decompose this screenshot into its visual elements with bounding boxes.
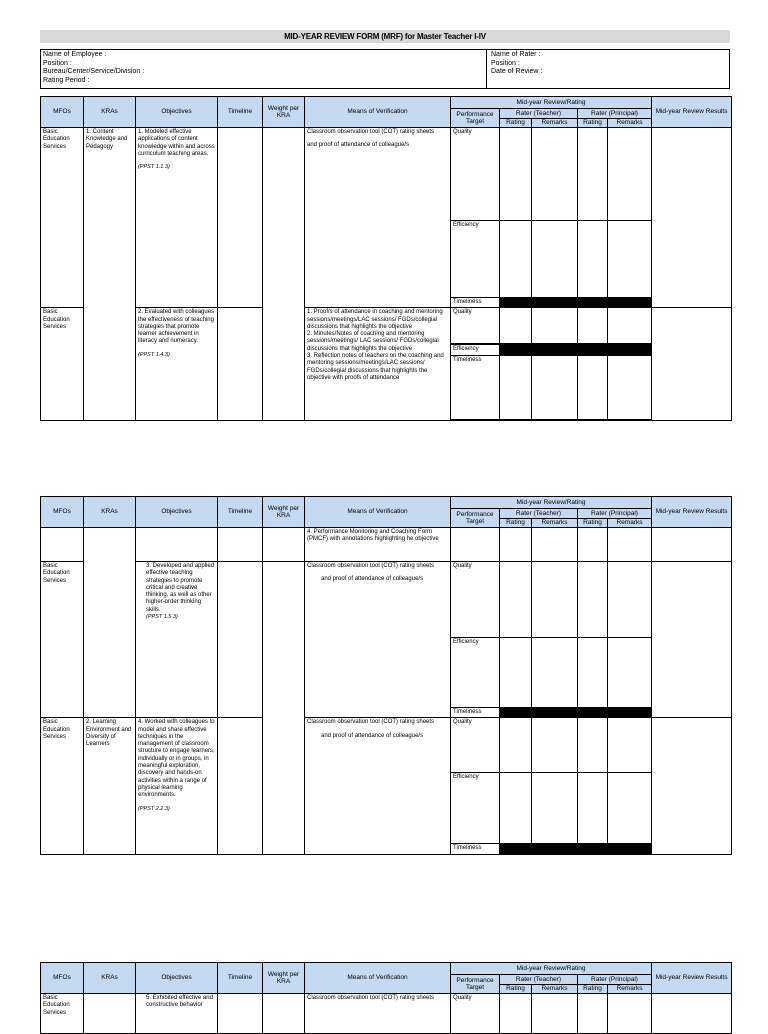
rating-cell[interactable] <box>500 638 532 708</box>
header-rating: Rating <box>578 119 608 128</box>
remarks-cell[interactable] <box>532 773 578 844</box>
objective-text: 1. Modeled effective applications of content knowledge within and across curriculum teaching areas. <box>138 129 215 157</box>
header-mfos: MFOs <box>41 97 84 128</box>
remarks-cell[interactable] <box>532 994 578 1034</box>
header-kras: KRAs <box>84 963 136 994</box>
target-timeliness: Timeliness <box>451 844 500 854</box>
mfo-cell: Basic Education Services <box>41 562 84 718</box>
blacked-out-cell <box>500 844 652 854</box>
header-target: Performance Target <box>451 109 500 128</box>
mfo-cell <box>41 528 84 562</box>
mfo-cell: Basic Education Services <box>41 128 84 308</box>
header-weight: Weight per KRA <box>263 97 305 128</box>
target-efficiency: Efficiency <box>451 221 500 298</box>
employee-name-label: Name of Employee : <box>43 51 107 58</box>
remarks-cell[interactable] <box>532 355 578 419</box>
header-objectives: Objectives <box>136 963 218 994</box>
rating-cell[interactable] <box>578 773 608 844</box>
mov-text: Classroom observation tool (COT) rating sheets <box>307 563 435 569</box>
remarks-cell[interactable] <box>532 638 578 708</box>
kra-cell <box>84 994 136 1034</box>
mov-text: and proof of attendance of colleague/s <box>321 576 424 583</box>
result-cell[interactable] <box>652 718 732 854</box>
result-cell[interactable] <box>652 528 732 562</box>
mfo-cell: Basic Education Services <box>41 994 84 1034</box>
target-quality: Quality <box>451 128 500 221</box>
target-timeliness: Timeliness <box>451 298 500 308</box>
objective-cell <box>136 994 218 1034</box>
kra-cell <box>84 528 136 718</box>
review-table-2 <box>40 496 732 855</box>
target-quality: Quality <box>451 718 500 773</box>
target-efficiency: Efficiency <box>451 345 500 355</box>
rating-cell[interactable] <box>578 994 608 1034</box>
target-quality: Quality <box>451 562 500 638</box>
mov-text: Classroom observation tool (COT) rating sheets <box>307 129 435 135</box>
remarks-cell[interactable] <box>532 528 578 562</box>
rating-cell[interactable] <box>500 528 532 562</box>
objective-cell <box>136 308 218 420</box>
remarks-cell[interactable] <box>608 528 652 562</box>
rating-cell[interactable] <box>578 128 608 221</box>
ppst-code: (PPST 1.1.3) <box>138 164 170 171</box>
rating-cell[interactable] <box>578 221 608 298</box>
remarks-cell[interactable] <box>608 308 652 344</box>
rating-cell[interactable] <box>500 221 532 298</box>
rating-cell[interactable] <box>578 308 608 344</box>
rating-cell[interactable] <box>578 718 608 773</box>
target-efficiency: Efficiency <box>451 773 500 844</box>
remarks-cell[interactable] <box>532 128 578 221</box>
timeline-cell <box>218 994 263 1034</box>
blacked-out-cell <box>500 298 652 308</box>
remarks-cell[interactable] <box>608 562 652 638</box>
rating-cell[interactable] <box>500 773 532 844</box>
header-rater-principal: Rater (Principal) <box>578 109 652 119</box>
ppst-code: (PPST 1.5.3) <box>146 614 178 621</box>
header-mov: Means of Verification <box>305 97 451 128</box>
ppst-code: (PPST 1.4.3) <box>138 351 170 358</box>
header-remarks: Remarks <box>608 119 652 128</box>
timeline-cell <box>218 562 263 718</box>
header-weight: Weight per KRA <box>263 963 305 994</box>
header-mov: Means of Verification <box>305 963 451 994</box>
header-midyear: Mid-year Review/Rating <box>451 97 652 109</box>
rating-period-label: Rating Period : <box>43 76 90 84</box>
objective-cell <box>136 128 218 308</box>
header-rater-teacher: Rater (Teacher) <box>500 975 578 985</box>
objective-cell <box>136 528 218 562</box>
header-timeline: Timeline <box>218 97 263 128</box>
weight-cell <box>263 528 305 562</box>
remarks-cell[interactable] <box>532 308 578 344</box>
mov-text: and proof of attendance of colleague/s <box>321 732 424 739</box>
objective-text: 2. Evaluated with colleagues the effectiveness of teaching strategies that promote learner achievement in literacy and numeracy. <box>138 309 215 345</box>
weight-cell <box>263 994 305 1034</box>
mov-cell <box>305 128 451 308</box>
employee-bureau-label: Bureau/Center/Service/Division : <box>43 68 145 75</box>
blacked-out-cell <box>500 345 652 355</box>
mov-text: 1. Proof/s of attendance in coaching and mentoring sessions/meetings/LAC sessions/ FGDs/collegial discussions that highlights the objective <box>307 309 443 330</box>
target-efficiency: Efficiency <box>451 638 500 708</box>
rating-cell[interactable] <box>500 355 532 419</box>
header-remarks: Remarks <box>608 519 652 528</box>
review-table-3 <box>40 962 732 1034</box>
kra-cell <box>84 308 136 420</box>
rating-cell[interactable] <box>500 718 532 773</box>
objective-text: 5. Exhibited effective and constructive behavior <box>146 995 213 1009</box>
header-rater-principal: Rater (Principal) <box>578 975 652 985</box>
objective-cell <box>136 718 218 854</box>
review-date-label: Date of Review : <box>491 68 543 75</box>
rating-cell[interactable] <box>500 562 532 638</box>
rating-cell[interactable] <box>578 355 608 419</box>
weight-cell <box>263 128 305 421</box>
header-timeline: Timeline <box>218 963 263 994</box>
header-rater-teacher: Rater (Teacher) <box>500 109 578 119</box>
rating-cell[interactable] <box>578 528 608 562</box>
target-quality: Quality <box>451 308 500 344</box>
timeline-cell <box>218 308 263 420</box>
result-cell[interactable] <box>652 562 732 718</box>
spacer-cell <box>608 419 652 420</box>
remarks-cell[interactable] <box>608 355 652 419</box>
mov-text: 3. Reflection notes of teachers on the coaching and mentoring sessions/meetings/LAC sessions/ FGDs/collegial discussions that highlights the objective with proofs of attendance <box>307 353 444 381</box>
rating-cell[interactable] <box>500 994 532 1034</box>
header-rating: Rating <box>578 985 608 994</box>
remarks-cell[interactable] <box>608 128 652 221</box>
header-kras: KRAs <box>84 497 136 528</box>
header-rater-principal: Rater (Principal) <box>578 509 652 519</box>
mov-cell <box>305 562 451 718</box>
header-remarks: Remarks <box>608 985 652 994</box>
header-rater-teacher: Rater (Teacher) <box>500 509 578 519</box>
header-rating: Rating <box>500 985 532 994</box>
header-target: Performance Target <box>451 509 500 528</box>
header-results: Mid-year Review Results <box>652 963 732 994</box>
target-quality: Quality <box>451 994 500 1034</box>
header-rating: Rating <box>500 519 532 528</box>
remarks-cell[interactable] <box>608 221 652 298</box>
remarks-cell[interactable] <box>532 562 578 638</box>
mov-cell <box>305 718 451 854</box>
rater-name-label: Name of Rater : <box>491 51 541 58</box>
remarks-cell[interactable] <box>608 994 652 1034</box>
result-cell[interactable] <box>652 128 732 308</box>
employee-info-left <box>41 50 487 88</box>
timeline-cell <box>218 128 263 308</box>
remarks-cell[interactable] <box>532 221 578 298</box>
remarks-cell[interactable] <box>608 718 652 773</box>
header-objectives: Objectives <box>136 497 218 528</box>
spacer-cell <box>578 419 608 420</box>
timeline-cell <box>218 718 263 854</box>
spacer-cell <box>500 419 532 420</box>
header-results: Mid-year Review Results <box>652 497 732 528</box>
header-mfos: MFOs <box>41 963 84 994</box>
employee-info-box <box>40 49 730 89</box>
form-title: MID-YEAR REVIEW FORM (MRF) for Master Teacher I-IV <box>40 30 730 43</box>
mov-cell: Classroom observation tool (COT) rating sheets <box>305 994 451 1034</box>
target-timeliness: Timeliness <box>451 708 500 718</box>
objective-text: 4. Worked with colleagues to model and share effective techniques in the management of classroom structure to engage learners, individually or in groups, in meaningful exploration, discovery and hands-on activities within a range of physical learning environments. <box>138 719 215 799</box>
rating-cell[interactable] <box>500 308 532 344</box>
rating-cell[interactable] <box>578 562 608 638</box>
header-weight: Weight per KRA <box>263 497 305 528</box>
result-cell[interactable] <box>652 308 732 420</box>
target-cell <box>451 528 500 562</box>
mfo-cell: Basic Education Services <box>41 308 84 420</box>
header-midyear: Mid-year Review/Rating <box>451 963 652 975</box>
remarks-cell[interactable] <box>532 718 578 773</box>
timeline-cell <box>218 528 263 562</box>
rater-position-label: Position : <box>491 59 520 67</box>
header-mfos: MFOs <box>41 497 84 528</box>
objective-cell <box>136 562 218 718</box>
weight-cell <box>263 562 305 855</box>
remarks-cell[interactable] <box>608 638 652 708</box>
header-rating: Rating <box>500 119 532 128</box>
mov-text: 2. Minutes/Notes of coaching and mentoring sessions/meetings/ LAC sessions/ FGDs/collegial discussions that highlights the objective <box>307 331 439 352</box>
header-rating: Rating <box>578 519 608 528</box>
header-target: Performance Target <box>451 975 500 994</box>
mov-text: Classroom observation tool (COT) rating sheets <box>307 719 435 726</box>
rating-cell[interactable] <box>578 638 608 708</box>
blacked-out-cell <box>500 708 652 718</box>
mfo-cell: Basic Education Services <box>41 718 84 854</box>
spacer-cell <box>451 419 500 420</box>
kra-cell: 1. Content Knowledge and Pedagogy <box>84 128 136 308</box>
spacer-cell <box>532 419 578 420</box>
result-cell[interactable] <box>652 994 732 1034</box>
mov-cell <box>305 308 451 420</box>
header-results: Mid-year Review Results <box>652 97 732 128</box>
header-remarks: Remarks <box>532 519 578 528</box>
rating-cell[interactable] <box>500 128 532 221</box>
header-remarks: Remarks <box>532 985 578 994</box>
header-kras: KRAs <box>84 97 136 128</box>
header-mov: Means of Verification <box>305 497 451 528</box>
mov-text: and proof of attendance of colleague/s <box>307 142 410 149</box>
mov-cell: 4. Performance Monitoring and Coaching Form (PMCF) with annotations highlighting he objective <box>305 528 451 562</box>
ppst-code: (PPST 2.2.3) <box>138 805 170 812</box>
remarks-cell[interactable] <box>608 773 652 844</box>
target-timeliness: Timeliness <box>451 355 500 419</box>
employee-position-label: Position : <box>43 59 72 67</box>
rater-info-right <box>487 50 729 88</box>
header-timeline: Timeline <box>218 497 263 528</box>
kra-cell: 2. Learning Environment and Diversity of Learners <box>84 718 136 854</box>
header-midyear: Mid-year Review/Rating <box>451 497 652 509</box>
objective-text: 3. Developed and applied effective teaching strategies to promote critical and creative thinking, as well as other higher-order thinking skills. <box>146 563 215 613</box>
header-remarks: Remarks <box>532 119 578 128</box>
header-objectives: Objectives <box>136 97 218 128</box>
review-table-1 <box>40 96 732 421</box>
